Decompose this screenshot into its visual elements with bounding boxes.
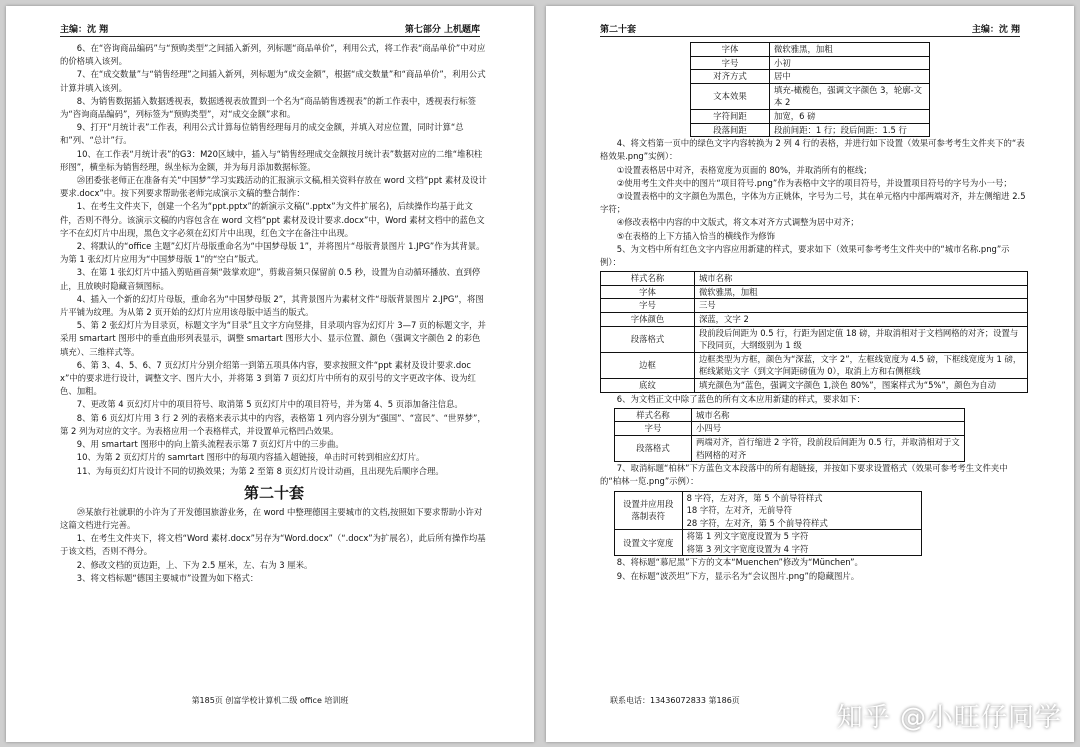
- table-row: [615, 408, 965, 422]
- table-value-cell: 微软雅黑，加粗: [770, 43, 930, 57]
- table-value-cell: 两端对齐，首行缩进 2 字符，段前段后间距为 0.5 行，并取消相对于文档网格的对齐: [691, 435, 964, 461]
- table-value-cell: 加宽，6 磅: [770, 109, 930, 123]
- table-row: [601, 378, 1028, 392]
- page-footer: 第185页 创富学校计算机二级 office 培训班: [191, 696, 349, 705]
- paragraph: 8、为销售数据插入数据透视表，数据透视表放置到一个名为“商品销售透视表”的新工作表中，透视表行标签为“咨询商品编码”，列标签为“预购类型”，对“成交金额”求和。: [60, 95, 477, 120]
- table-value-cell: 将第 1 列文字宽度设置为 5 字符 将第 3 列文字宽度设置为 4 字符: [682, 530, 922, 556]
- paragraph: ㉙某旅行社就职的小许为了开发德国旅游业务，在 word 中整理德国主要城市的文档,按照如下要求帮助小许对这篇文档进行完善。: [60, 506, 483, 530]
- paragraph: 4、插入一个新的幻灯片母版，重命名为“中国梦母版 2”，其背景图片为素材文件“母版背景图片 2.JPG”，将图片平铺为纹理。为从第 2 页开始的幻灯片应用该母版中适当的版式。: [60, 293, 484, 318]
- paragraph: 9、用 smartart 图形中的向上箭头流程表示第 7 页幻灯片中的三步曲。: [76, 439, 344, 450]
- paragraph: 3、在第 1 张幻灯片中插入剪贴画音频“鼓掌欢迎”，剪裁音频只保留前 0.5 秒，设置为自动循环播放、直到停止，且放映时隐藏音频图标。: [60, 267, 481, 291]
- paragraph: ③设置表格中的文字颜色为黑色，字体为方正姚体，字号为二号，其在单元格内中部两端对齐，并左侧缩进 2.5 字符；: [600, 190, 1026, 215]
- paragraph-group: [600, 137, 1028, 269]
- paragraph: 5、第 2 张幻灯片为目录页，标题文字为“目录”且文字方向竖排，目录项内容为幻灯片 3—7 页的标题文字，并采用 smartart 图形中的垂直曲形列表显示，调整 smartart 图形大小、显示位置、颜色（强调文字颜色 2 的彩色填充）、三维样式等。: [60, 320, 486, 357]
- table-key-cell: 设置文字宽度: [615, 530, 683, 556]
- paragraph: ㉘团委张老师正在准备有关“中国梦”学习实践活动的汇报演示文稿,相关资料存放在 word 文档“ppt 素材及设计要求.docx”中。按下列要求帮助张老师完成演示文稿的整合制作：: [60, 175, 487, 199]
- table-key-cell: 字号: [691, 56, 770, 70]
- table-value-cell: 三号: [694, 299, 1027, 313]
- paragraph: 1、在考生文件夹下，将文档“Word 素材.docx”另存为“Word.docx”（“.docx”为扩展名），此后所有操作均基于该文档，否则不得分。: [60, 533, 486, 557]
- table-row: [601, 326, 1028, 352]
- paragraph: 9、打开“月统计表”工作表，利用公式计算每位销售经理每月的成交金额，并填入对应位置，同时计算“总和”列、“总计”行。: [60, 122, 464, 146]
- left-page: [6, 6, 534, 742]
- table-key-cell: 字号: [601, 299, 695, 313]
- table-value-cell: 边框类型为方框，颜色为“深蓝，文字 2”，左框线宽度为 4.5 磅，下框线宽度为 1 磅，框线紧贴文字（到文字间距磅值为 0），取消上方和右侧框线: [694, 352, 1027, 378]
- table-key-cell: 段落间距: [691, 123, 770, 137]
- paragraph: 6、第 3、4、5、6、7 页幻灯片分别介绍第一到第五项具体内容，要求按照文件“ppt 素材及设计要求.docx”中的要求进行设计，调整文字、图片大小，并将第 3 到第 7 页幻灯片中所有的双引号的文字更改字体、设为红色、加粗。: [60, 359, 476, 397]
- table-row: [615, 435, 965, 461]
- paragraph: 1、在考生文件夹下，创建一个名为“ppt.pptx”的新演示文稿(“.pptx”为文件扩展名)，后续操作均基于此文件，否则不得分。该演示文稿的内容包含在 word 文档“ppt 素材及设计要求.docx”中，Word 素材文档中的蓝色文字不在幻灯片中出现，黑色文字必须在幻灯片中出现，红色文字在备注中出现。: [60, 201, 485, 238]
- paragraph: 10、在工作表“月统计表”的G3：M20区域中，插入与“销售经理成交金额按月统计表”数据对应的二维“堆积柱形图”，横坐标为销售经理，纵坐标为金额，并为每月添加数据标签。: [60, 148, 483, 172]
- table-value-cell: 填充颜色为“蓝色，强调文字颜色 1,淡色 80%”，图案样式为“5%”，颜色为自动: [694, 378, 1027, 392]
- paragraph: ④修改表格中内容的中文版式，将文本对齐方式调整为居中对齐；: [616, 217, 859, 228]
- paragraph: 8、将标题“慕尼黑”下方的文本“Muenchen”修改为“München”。: [616, 557, 863, 568]
- paragraph: 3、将文档标题“德国主要城市”设置为如下格式：: [76, 572, 259, 583]
- table-key-cell: 段落格式: [601, 326, 695, 352]
- paragraph: 5、为文档中所有红色文字内容应用新建的样式，要求如下（效果可参考考生文件夹中的“城市名称.png”示例）：: [600, 243, 1010, 267]
- table-key-cell: 字体: [691, 43, 770, 57]
- page-footer: 联系电话：13436072833 第186页: [610, 696, 740, 705]
- table-row: [691, 43, 930, 57]
- table-row: [601, 312, 1028, 326]
- watermark-text: 知乎 @小旺仔同学: [836, 703, 1062, 733]
- paragraph-group: [600, 556, 1028, 582]
- table-row: [601, 352, 1028, 378]
- body-style-table: [614, 408, 965, 462]
- tab-stop-table: [614, 491, 922, 557]
- header-editor: 主编：沈 翔: [60, 25, 109, 35]
- paragraph: 8、第 6 页幻灯片用 3 行 2 列的表格来表示其中的内容，表格第 1 列内容分别为“强国”、“富民”、“世界梦”，第 2 列为对应的文字。为表格应用一个表格样式，并设置单元格凹凸效果。: [60, 412, 486, 436]
- table-key-cell: 对齐方式: [691, 70, 770, 84]
- table-row: [601, 272, 1028, 286]
- table-value-cell: 8 字符，左对齐，第 5 个前导符样式 18 字符，左对齐，无前导符 28 字符，左对齐，第 5 个前导符样式: [682, 491, 922, 530]
- paragraph-group: [60, 506, 488, 585]
- title-format-table: [690, 42, 930, 137]
- page-body: [600, 42, 1028, 583]
- table-row: [691, 123, 930, 137]
- paragraph: 2、将默认的“office 主题”幻灯片母版重命名为“中国梦母版 1”，并将图片“母版背景图片 1.JPG”作为其背景。为第 1 张幻灯片应用为“中国梦母版 1”的“空白”版式。: [60, 241, 485, 265]
- table-row: [615, 530, 922, 556]
- table-row: [601, 285, 1028, 299]
- paragraph: 7、在“成交数量”与“销售经理”之间插入新列，列标题为“成交金额”，根据“成交数量”和“商品单价”，利用公式计算并填入该列。: [60, 69, 486, 93]
- table-key-cell: 样式名称: [615, 408, 692, 422]
- right-page: [546, 6, 1074, 742]
- table-key-cell: 底纹: [601, 378, 695, 392]
- table-key-cell: 段落格式: [615, 435, 692, 461]
- page-header: [600, 22, 1020, 37]
- table-row: [615, 422, 965, 436]
- table-key-cell: 字符间距: [691, 109, 770, 123]
- table-value-cell: 城市名称: [691, 408, 964, 422]
- table-key-cell: 边框: [601, 352, 695, 378]
- paragraph: 11、为每页幻灯片设计不同的切换效果；为第 2 至第 8 页幻灯片设计动画，且出现先后顺序合理。: [76, 465, 444, 476]
- paragraph: 6、在“咨询商品编码”与“预购类型”之间插入新列，列标题“商品单价”，利用公式，将工作表“商品单价”中对应的价格填入该列。: [60, 43, 486, 67]
- paragraph: 4、将文档第一页中的绿色文字内容转换为 2 列 4 行的表格，并进行如下设置（效果可参考考生文件夹下的“表格效果.png”实例）：: [600, 138, 1025, 162]
- table-value-cell: 城市名称: [694, 272, 1027, 286]
- table-value-cell: 段前间距：1 行；段后间距：1.5 行: [770, 123, 930, 137]
- style-spec-table: [600, 271, 1028, 392]
- paragraph: ①设置表格居中对齐，表格宽度为页面的 80%，并取消所有的框线；: [616, 164, 872, 175]
- table-row: [691, 83, 930, 109]
- paragraph: ⑤在表格的上下方插入恰当的横线作为修饰: [616, 230, 776, 241]
- table-key-cell: 设置并应用段落制表符: [615, 491, 683, 530]
- table-value-cell: 小四号: [691, 422, 964, 436]
- table-key-cell: 样式名称: [601, 272, 695, 286]
- table-row: [691, 109, 930, 123]
- page-header: [60, 22, 480, 37]
- table-row: [601, 299, 1028, 313]
- table-value-cell: 居中: [770, 70, 930, 84]
- table-row: [691, 70, 930, 84]
- table-value-cell: 段前段后间距为 0.5 行，行距为固定值 18 磅，并取消相对于文档网格的对齐；设置与下段同页，大纲级别为 1 级: [694, 326, 1027, 352]
- header-section: 第二十套: [600, 25, 637, 35]
- table-value-cell: 深蓝，文字 2: [694, 312, 1027, 326]
- table-key-cell: 字体颜色: [601, 312, 695, 326]
- table-key-cell: 字体: [601, 285, 695, 299]
- table-value-cell: 填充-橄榄色，强调文字颜色 3，轮廓-文本 2: [770, 83, 930, 109]
- header-editor: 主编：沈 翔: [971, 25, 1020, 35]
- page-body: [60, 42, 488, 585]
- table-key-cell: 字号: [615, 422, 692, 436]
- paragraph: 10、为第 2 页幻灯片的 samrtart 图形中的每项内容插入超链接，单击时可转到相应幻灯片。: [76, 452, 425, 463]
- table-row: [615, 491, 922, 530]
- paragraph: ②使用考生文件夹中的图片“项目符号.png”作为表格中文字的项目符号，并设置项目符号的字号为小一号；: [616, 177, 1012, 188]
- header-section: 第七部分 上机题库: [404, 25, 480, 35]
- table-row: [691, 56, 930, 70]
- paragraph-group: [60, 42, 488, 478]
- paragraph: 2、修改文档的页边距，上、下为 2.5 厘米，左、右为 3 厘米。: [76, 559, 313, 570]
- table-key-cell: 文本效果: [691, 83, 770, 109]
- paragraph: 6、为文档正文中除了蓝色的所有文本应用新建的样式，要求如下：: [616, 393, 865, 404]
- paragraph: 7、取消标题“柏林”下方蓝色文本段落中的所有超链接，并按如下要求设置格式（效果可参考考生文件夹中的“柏林一览.png”示例）：: [600, 463, 1008, 487]
- chapter-title: 第二十套: [243, 483, 304, 502]
- paragraph: 7、更改第 4 页幻灯片中的项目符号、取消第 5 页幻灯片中的项目符号，并为第 4、5 页添加备注信息。: [76, 399, 463, 410]
- paragraph: 9、在标题“波茨坦”下方，显示名为“会议图片.png”的隐藏图片。: [616, 570, 860, 581]
- table-value-cell: 小初: [770, 56, 930, 70]
- table-value-cell: 微软雅黑，加粗: [694, 285, 1027, 299]
